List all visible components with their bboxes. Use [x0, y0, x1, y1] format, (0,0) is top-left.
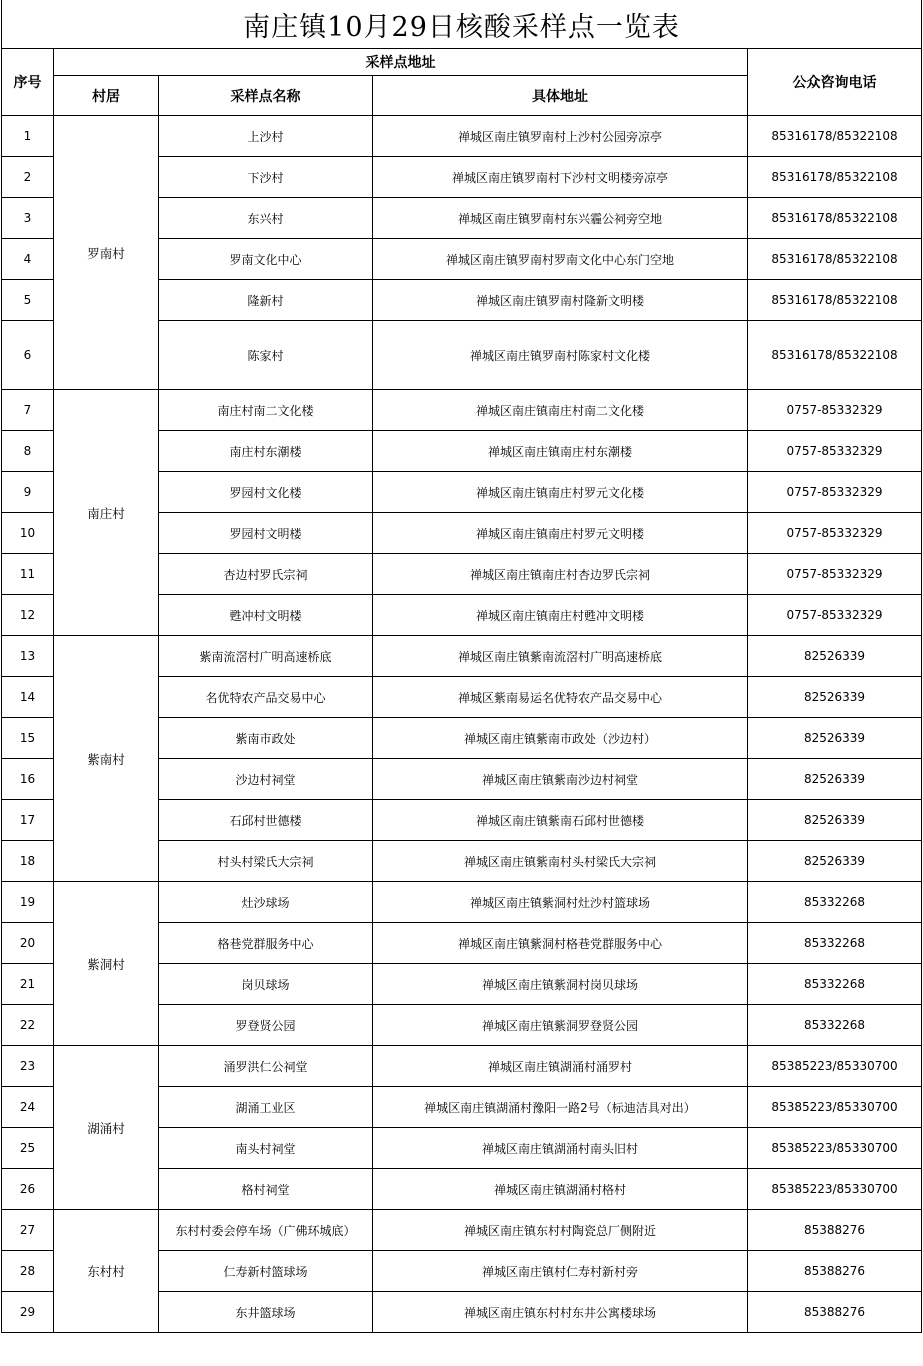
row-village: 紫南村 — [54, 636, 159, 882]
row-seq: 20 — [2, 923, 54, 964]
row-address: 禅城区南庄镇南庄村南二文化楼 — [373, 390, 748, 431]
row-phone: 85316178/85322108 — [748, 116, 922, 157]
row-phone: 82526339 — [748, 636, 922, 677]
row-seq: 19 — [2, 882, 54, 923]
row-phone: 85388276 — [748, 1251, 922, 1292]
header-site-name: 采样点名称 — [159, 76, 373, 116]
row-address: 禅城区南庄镇南庄村罗元文明楼 — [373, 513, 748, 554]
row-site-name: 村头村梁氏大宗祠 — [159, 841, 373, 882]
row-seq: 10 — [2, 513, 54, 554]
row-village: 南庄村 — [54, 390, 159, 636]
table-body — [2, 116, 922, 1333]
row-seq: 9 — [2, 472, 54, 513]
row-phone: 85388276 — [748, 1292, 922, 1333]
table-row — [2, 116, 922, 157]
row-seq: 18 — [2, 841, 54, 882]
header-phone: 公众咨询电话 — [748, 49, 922, 116]
row-address: 禅城区南庄镇罗南村陈家村文化楼 — [373, 321, 748, 390]
row-phone: 85316178/85322108 — [748, 157, 922, 198]
row-address: 禅城区南庄镇紫南石邱村世德楼 — [373, 800, 748, 841]
row-site-name: 南庄村南二文化楼 — [159, 390, 373, 431]
row-phone: 85385223/85330700 — [748, 1046, 922, 1087]
row-phone: 82526339 — [748, 718, 922, 759]
row-seq: 11 — [2, 554, 54, 595]
row-site-name: 下沙村 — [159, 157, 373, 198]
row-seq: 17 — [2, 800, 54, 841]
row-address: 禅城区南庄镇南庄村东潮楼 — [373, 431, 748, 472]
row-seq: 27 — [2, 1210, 54, 1251]
row-phone: 0757-85332329 — [748, 390, 922, 431]
row-site-name: 罗登贤公园 — [159, 1005, 373, 1046]
row-address: 禅城区南庄镇南庄村罗元文化楼 — [373, 472, 748, 513]
row-phone: 0757-85332329 — [748, 431, 922, 472]
row-phone: 85316178/85322108 — [748, 280, 922, 321]
row-seq: 21 — [2, 964, 54, 1005]
row-village: 紫洞村 — [54, 882, 159, 1046]
sampling-sites-table — [1, 0, 922, 1333]
row-seq: 23 — [2, 1046, 54, 1087]
row-site-name: 南庄村东潮楼 — [159, 431, 373, 472]
table-row — [2, 1046, 922, 1087]
row-site-name: 紫南流滘村广明高速桥底 — [159, 636, 373, 677]
row-site-name: 岗贝球场 — [159, 964, 373, 1005]
row-seq: 4 — [2, 239, 54, 280]
row-site-name: 格村祠堂 — [159, 1169, 373, 1210]
row-site-name: 灶沙球场 — [159, 882, 373, 923]
row-seq: 16 — [2, 759, 54, 800]
row-phone: 85388276 — [748, 1210, 922, 1251]
row-seq: 1 — [2, 116, 54, 157]
row-site-name: 涌罗洪仁公祠堂 — [159, 1046, 373, 1087]
row-address: 禅城区南庄镇紫洞村灶沙村篮球场 — [373, 882, 748, 923]
row-address: 禅城区南庄镇湖涌村格村 — [373, 1169, 748, 1210]
row-village: 湖涌村 — [54, 1046, 159, 1210]
row-address: 禅城区南庄镇紫洞罗登贤公园 — [373, 1005, 748, 1046]
row-address: 禅城区南庄镇紫南沙边村祠堂 — [373, 759, 748, 800]
row-site-name: 湖涌工业区 — [159, 1087, 373, 1128]
row-seq: 29 — [2, 1292, 54, 1333]
row-site-name: 罗园村文明楼 — [159, 513, 373, 554]
row-seq: 22 — [2, 1005, 54, 1046]
row-phone: 0757-85332329 — [748, 513, 922, 554]
row-seq: 3 — [2, 198, 54, 239]
row-address: 禅城区南庄镇东村村东井公寓楼球场 — [373, 1292, 748, 1333]
row-address: 禅城区南庄镇紫南流滘村广明高速桥底 — [373, 636, 748, 677]
row-address: 禅城区紫南易运名优特农产品交易中心 — [373, 677, 748, 718]
row-seq: 12 — [2, 595, 54, 636]
row-seq: 8 — [2, 431, 54, 472]
row-phone: 85332268 — [748, 1005, 922, 1046]
header-seq: 序号 — [2, 49, 54, 116]
row-phone: 82526339 — [748, 759, 922, 800]
header-address: 具体地址 — [373, 76, 748, 116]
row-site-name: 罗南文化中心 — [159, 239, 373, 280]
row-site-name: 甦冲村文明楼 — [159, 595, 373, 636]
row-phone: 85385223/85330700 — [748, 1169, 922, 1210]
row-site-name: 杏边村罗氏宗祠 — [159, 554, 373, 595]
row-seq: 25 — [2, 1128, 54, 1169]
row-site-name: 隆新村 — [159, 280, 373, 321]
row-address: 禅城区南庄镇湖涌村豫阳一路2号（标迪洁具对出） — [373, 1087, 748, 1128]
row-seq: 14 — [2, 677, 54, 718]
row-site-name: 陈家村 — [159, 321, 373, 390]
table-row — [2, 882, 922, 923]
row-site-name: 仁寿新村篮球场 — [159, 1251, 373, 1292]
table-row — [2, 636, 922, 677]
row-site-name: 东兴村 — [159, 198, 373, 239]
row-phone: 85316178/85322108 — [748, 321, 922, 390]
row-seq: 24 — [2, 1087, 54, 1128]
row-site-name: 紫南市政处 — [159, 718, 373, 759]
row-site-name: 南头村祠堂 — [159, 1128, 373, 1169]
header-address-group: 采样点地址 — [54, 49, 748, 76]
row-address: 禅城区南庄镇紫南村头村梁氏大宗祠 — [373, 841, 748, 882]
row-address: 禅城区南庄镇罗南村罗南文化中心东门空地 — [373, 239, 748, 280]
row-site-name: 罗园村文化楼 — [159, 472, 373, 513]
page-title: 南庄镇10月29日核酸采样点一览表 — [2, 0, 922, 49]
row-phone: 85316178/85322108 — [748, 198, 922, 239]
table-row — [2, 390, 922, 431]
row-site-name: 格巷党群服务中心 — [159, 923, 373, 964]
row-site-name: 石邱村世德楼 — [159, 800, 373, 841]
row-seq: 15 — [2, 718, 54, 759]
row-phone: 85332268 — [748, 923, 922, 964]
row-phone: 0757-85332329 — [748, 472, 922, 513]
row-address: 禅城区南庄镇罗南村东兴霾公祠旁空地 — [373, 198, 748, 239]
table-row — [2, 1210, 922, 1251]
row-site-name: 上沙村 — [159, 116, 373, 157]
row-phone: 82526339 — [748, 800, 922, 841]
row-phone: 85332268 — [748, 882, 922, 923]
row-address: 禅城区南庄镇村仁寿村新村旁 — [373, 1251, 748, 1292]
row-address: 禅城区南庄镇南庄村甦冲文明楼 — [373, 595, 748, 636]
row-phone: 82526339 — [748, 677, 922, 718]
row-phone: 85385223/85330700 — [748, 1128, 922, 1169]
row-address: 禅城区南庄镇湖涌村涌罗村 — [373, 1046, 748, 1087]
row-seq: 6 — [2, 321, 54, 390]
row-seq: 28 — [2, 1251, 54, 1292]
row-site-name: 东村村委会停车场（广佛环城底） — [159, 1210, 373, 1251]
row-seq: 2 — [2, 157, 54, 198]
row-address: 禅城区南庄镇东村村陶瓷总厂侧附近 — [373, 1210, 748, 1251]
row-phone: 0757-85332329 — [748, 595, 922, 636]
row-site-name: 名优特农产品交易中心 — [159, 677, 373, 718]
row-address: 禅城区南庄镇紫洞村岗贝球场 — [373, 964, 748, 1005]
row-seq: 5 — [2, 280, 54, 321]
row-address: 禅城区南庄镇罗南村隆新文明楼 — [373, 280, 748, 321]
row-phone: 85332268 — [748, 964, 922, 1005]
row-phone: 0757-85332329 — [748, 554, 922, 595]
row-village: 罗南村 — [54, 116, 159, 390]
row-address: 禅城区南庄镇南庄村杏边罗氏宗祠 — [373, 554, 748, 595]
row-address: 禅城区南庄镇罗南村上沙村公园旁凉亭 — [373, 116, 748, 157]
row-address: 禅城区南庄镇紫洞村格巷党群服务中心 — [373, 923, 748, 964]
row-phone: 85385223/85330700 — [748, 1087, 922, 1128]
row-address: 禅城区南庄镇紫南市政处（沙边村） — [373, 718, 748, 759]
row-phone: 85316178/85322108 — [748, 239, 922, 280]
row-phone: 82526339 — [748, 841, 922, 882]
row-seq: 26 — [2, 1169, 54, 1210]
row-village: 东村村 — [54, 1210, 159, 1333]
row-site-name: 东井篮球场 — [159, 1292, 373, 1333]
row-seq: 7 — [2, 390, 54, 431]
row-site-name: 沙边村祠堂 — [159, 759, 373, 800]
header-village: 村居 — [54, 76, 159, 116]
row-address: 禅城区南庄镇湖涌村南头旧村 — [373, 1128, 748, 1169]
row-address: 禅城区南庄镇罗南村下沙村文明楼旁凉亭 — [373, 157, 748, 198]
row-seq: 13 — [2, 636, 54, 677]
